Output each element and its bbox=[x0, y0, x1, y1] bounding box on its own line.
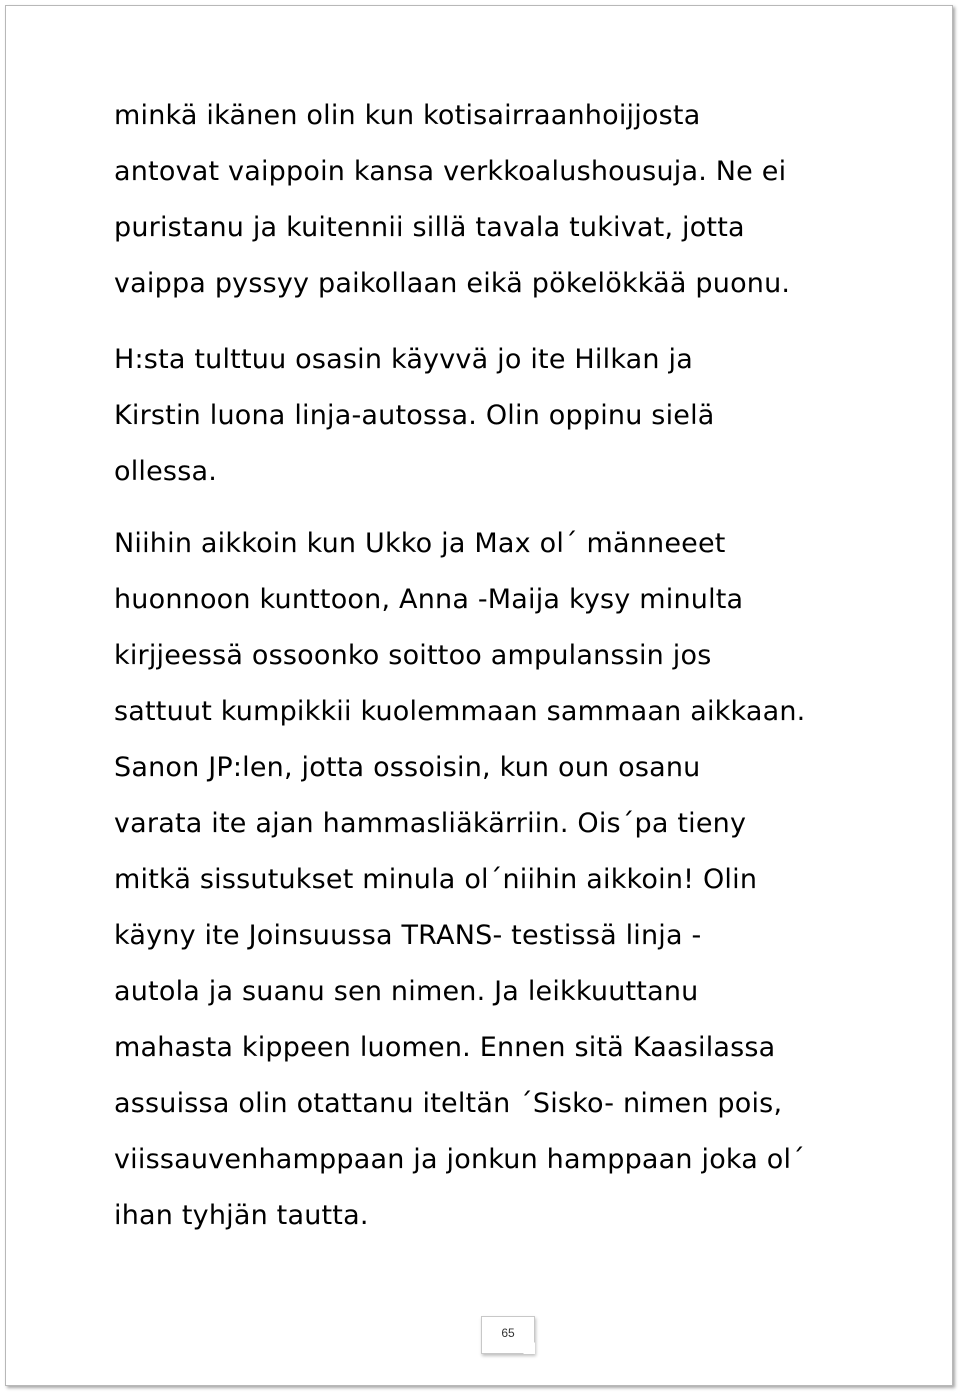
text-line: autola ja suanu sen nimen. Ja leikkuuttanu bbox=[114, 976, 699, 1007]
text-line: puristanu ja kuitennii sillä tavala tukivat, jotta bbox=[114, 212, 745, 243]
paragraph-1 bbox=[114, 88, 914, 312]
folded-corner-icon bbox=[523, 1342, 535, 1354]
text-line: minkä ikänen olin kun kotisairraanhoijjosta bbox=[114, 100, 701, 131]
text-line: Niihin aikkoin kun Ukko ja Max ol´ männeeet bbox=[114, 528, 726, 559]
text-line: Sanon JP:len, jotta ossoisin, kun oun osanu bbox=[114, 752, 701, 783]
text-line: viissauvenhamppaan ja jonkun hamppaan joka ol´ bbox=[114, 1144, 805, 1175]
page-number-badge bbox=[481, 1316, 535, 1354]
text-line: H:sta tulttuu osasin käyvvä jo ite Hilkan ja bbox=[114, 344, 693, 375]
text-line: varata ite ajan hammasliäkärriin. Ois´pa tieny bbox=[114, 808, 747, 839]
paragraph-3 bbox=[114, 516, 914, 1244]
text-line: ihan tyhjän tautta. bbox=[114, 1200, 369, 1231]
text-line: huonnoon kunttoon, Anna -Maija kysy minulta bbox=[114, 584, 744, 615]
text-line: ollessa. bbox=[114, 456, 217, 487]
text-line: antovat vaippoin kansa verkkoalushousuja. Ne ei bbox=[114, 156, 787, 187]
text-line: mahasta kippeen luomen. Ennen sitä Kaasilassa bbox=[114, 1032, 776, 1063]
text-line: Kirstin luona linja-autossa. Olin oppinu sielä bbox=[114, 400, 715, 431]
text-line: kirjjeessä ossoonko soittoo ampulanssin jos bbox=[114, 640, 712, 671]
page-number: 65 bbox=[501, 1326, 515, 1340]
text-line: vaippa pyssyy paikollaan eikä pökelökkää puonu. bbox=[114, 268, 791, 299]
paragraph-2 bbox=[114, 332, 914, 500]
page bbox=[5, 5, 953, 1386]
text-line: sattuut kumpikkii kuolemmaan sammaan aikkaan. bbox=[114, 696, 806, 727]
text-line: mitkä sissutukset minula ol´niihin aikkoin! Olin bbox=[114, 864, 758, 895]
text-line: assuissa olin otattanu iteltän ´Sisko- nimen pois, bbox=[114, 1088, 783, 1119]
text-line: käyny ite Joinsuussa TRANS- testissä linja - bbox=[114, 920, 702, 951]
